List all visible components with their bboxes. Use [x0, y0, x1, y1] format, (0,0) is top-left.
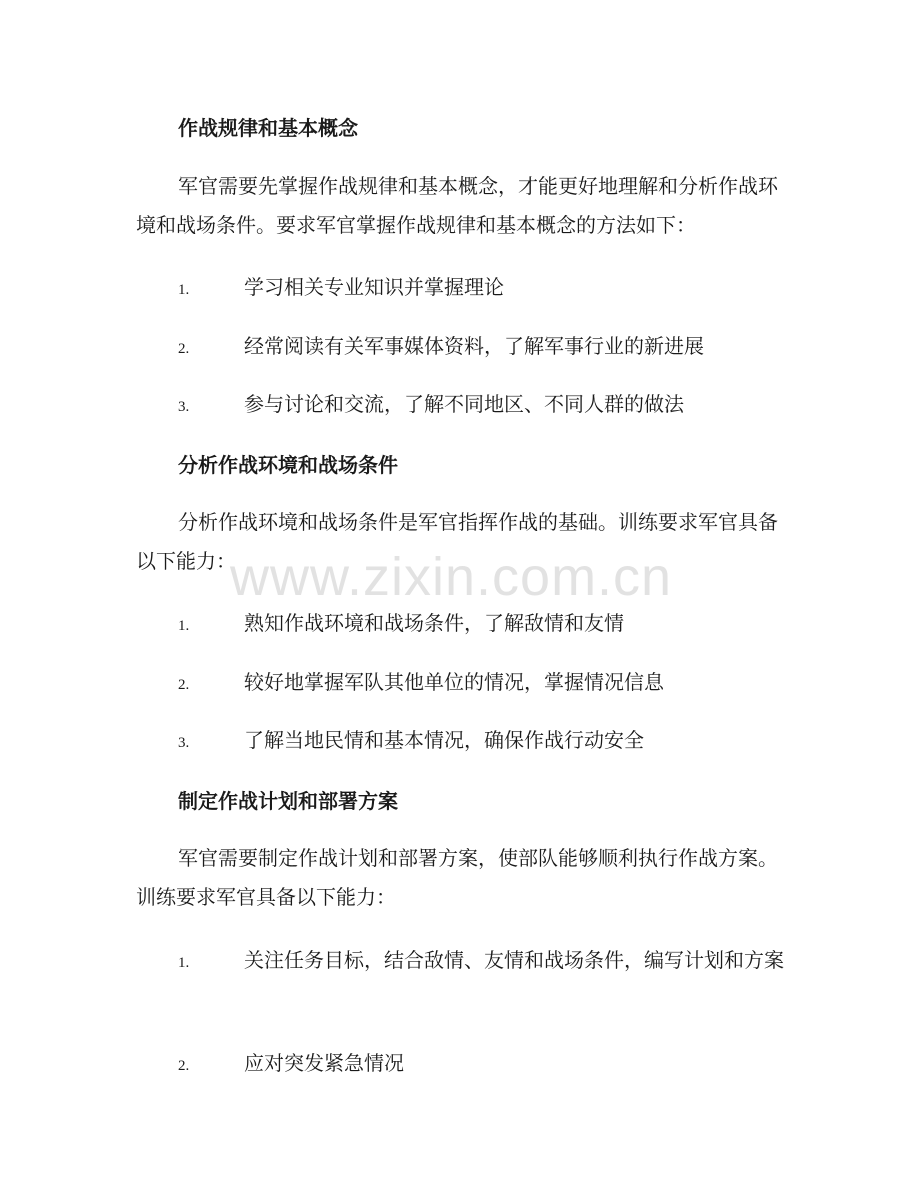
- list-item-text: 参与讨论和交流，了解不同地区、不同人群的做法: [244, 392, 684, 416]
- list-item-number: 2.: [178, 1058, 190, 1074]
- list-item: [136, 268, 786, 310]
- list-item: [136, 1044, 786, 1086]
- section-paragraph: 军官需要制定作战计划和部署方案，使部队能够顺利执行作战方案。训练要求军官具备以下能力：: [136, 846, 778, 909]
- list-item-text: 学习相关专业知识并掌握理论: [244, 275, 504, 299]
- section-paragraph: 军官需要先掌握作战规律和基本概念，才能更好地理解和分析作战环境和战场条件。要求军官掌握作战规律和基本概念的方法如下：: [136, 174, 778, 237]
- list-item: [136, 385, 786, 427]
- list-item-number: 1.: [178, 955, 190, 971]
- list-item: [136, 941, 786, 983]
- list-item-text: 关注任务目标，结合敌情、友情和战场条件，编写计划和方案: [244, 948, 784, 972]
- list-item-text: 经常阅读有关军事媒体资料，了解军事行业的新进展: [244, 334, 704, 358]
- list-item-number: 1.: [178, 282, 190, 298]
- list-item-number: 1.: [178, 618, 190, 634]
- list-item: [136, 327, 786, 369]
- list-item-text: 熟知作战环境和战场条件，了解敌情和友情: [244, 611, 624, 635]
- section-heading: 制定作战计划和部署方案: [178, 789, 398, 813]
- list-item-number: 2.: [178, 677, 190, 693]
- section-heading: 分析作战环境和战场条件: [178, 453, 398, 477]
- list-item: [136, 663, 786, 705]
- section-paragraph: 分析作战环境和战场条件是军官指挥作战的基础。训练要求军官具备以下能力：: [136, 510, 778, 573]
- list-item: [136, 721, 786, 763]
- list-item-text: 了解当地民情和基本情况，确保作战行动安全: [244, 728, 644, 752]
- watermark: www.zixin.com.cn: [230, 547, 673, 607]
- section-heading: 作战规律和基本概念: [178, 116, 358, 140]
- list-item-number: 3.: [178, 399, 190, 415]
- list-item-text: 应对突发紧急情况: [244, 1051, 404, 1075]
- list-item-number: 3.: [178, 735, 190, 751]
- list-item-number: 2.: [178, 341, 190, 357]
- list-item: [136, 604, 786, 646]
- list-item-text: 较好地掌握军队其他单位的情况，掌握情况信息: [244, 670, 664, 694]
